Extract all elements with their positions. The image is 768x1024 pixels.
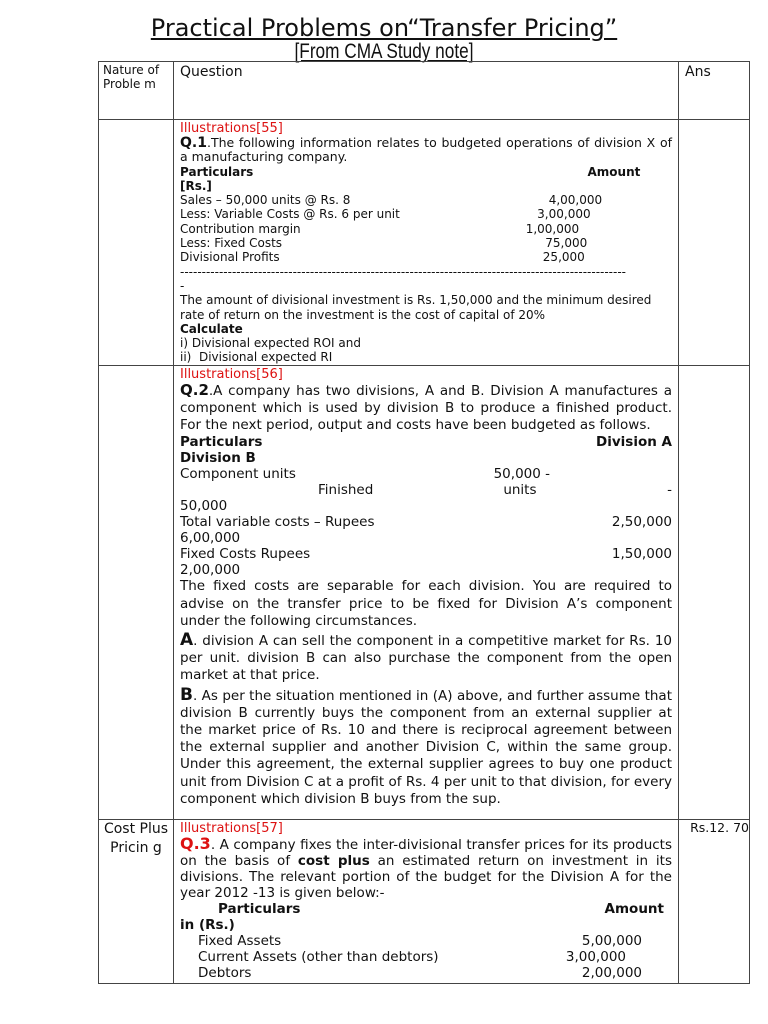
table-row-q3 bbox=[99, 819, 750, 983]
illustration-label: Illustrations[56] bbox=[180, 366, 283, 382]
q2-fixed-row: Fixed Costs Rupees 1,50,000 bbox=[180, 546, 672, 563]
q1-line: The amount of divisional investment is Rs. 1,50,000 and the minimum desired bbox=[180, 293, 652, 308]
q2-fixed-b: 2,00,000 bbox=[180, 562, 241, 579]
question-cell-q1 bbox=[174, 120, 679, 366]
table-header-row bbox=[99, 62, 750, 120]
problems-table bbox=[98, 61, 750, 984]
ans-cell-q3: Rs.12. 70 bbox=[679, 819, 750, 983]
table-row-q1 bbox=[99, 120, 750, 366]
header-nature: Nature of Proble m bbox=[99, 62, 174, 120]
question-cell-q3 bbox=[174, 819, 679, 983]
q3-intro: Q.3. A company fixes the inter-divisional transfer prices for its products on the basis of cost plus an estimated return on investment in its divisions. The relevant portion of the budget for the Division A for the year 2012 -13 is given below:- bbox=[180, 833, 672, 901]
q1-line: ii) Divisional expected RI bbox=[180, 350, 333, 365]
header-question: Question bbox=[174, 62, 679, 120]
nature-cell-q3: Cost Plus Pricin g bbox=[99, 819, 174, 983]
q1-line: Divisional Profits 25,000 bbox=[180, 250, 585, 265]
page-title: Practical Problems on“Transfer Pricing” bbox=[150, 14, 618, 42]
q1-line: Contribution margin 1,00,000 bbox=[180, 221, 580, 236]
q2-division-b: Division B bbox=[180, 450, 256, 467]
q1-line: ------------------------------------------------------------------------------------------------------- bbox=[180, 264, 626, 279]
q2-particulars-row: Particulars Division A bbox=[180, 434, 672, 451]
q1-line: - bbox=[180, 278, 185, 293]
q3-fixed-assets-row: Fixed Assets 5,00,000 bbox=[198, 932, 642, 949]
question-cell-q2 bbox=[174, 365, 679, 819]
q1-line: Less: Fixed Costs 75,000 bbox=[180, 236, 588, 251]
page-subtitle: [From CMA Study note] bbox=[294, 40, 474, 63]
q1-line: [Rs.] bbox=[180, 178, 212, 193]
table-row-q2 bbox=[99, 365, 750, 819]
q1-line: rate of return on the investment is the cost of capital of 20% bbox=[180, 307, 546, 322]
nature-cell-q1 bbox=[99, 120, 174, 366]
q3-in-rs: in (Rs.) bbox=[180, 916, 235, 933]
q2-tvc-b: 6,00,000 bbox=[180, 530, 241, 547]
q1-line: Calculate bbox=[180, 321, 243, 336]
q2-paragraph: The fixed costs are separable for each division. You are required to advise on the transfer price to be fixed for Division A’s component under the following circumstances. bbox=[180, 578, 672, 629]
q3-particulars-row: Particulars Amount bbox=[218, 900, 664, 917]
q2-component-row: Component units 50,000 - bbox=[180, 466, 550, 483]
ans-cell-q2 bbox=[679, 365, 750, 819]
q2-finished-row: Finished units - bbox=[318, 482, 672, 499]
header-ans: Ans bbox=[679, 62, 750, 120]
q1-line: i) Divisional expected ROI and bbox=[180, 336, 361, 351]
illustration-label: Illustrations[55] bbox=[180, 121, 283, 136]
q2-case-a: A. division A can sell the component in a competitive market for Rs. 10 per unit. division B can also purchase the component from the open market at that price. bbox=[180, 629, 672, 684]
q1-line: Sales – 50,000 units @ Rs. 8 4,00,000 bbox=[180, 193, 603, 208]
q2-case-b: B. As per the situation mentioned in (A) above, and further assume that division B currently buys the component from an external supplier at the market price of Rs. 10 and there is reciprocal agreement between the external supplier and another Division C, within the same group. Under this agreement, the external supplier agrees to buy one product unit from Division C at a profit of Rs. 4 per unit to that division, for every component which division B buys from the sup. bbox=[180, 684, 672, 807]
q2-tvc-row: Total variable costs – Rupees 2,50,000 bbox=[180, 514, 672, 531]
q1-lines bbox=[180, 165, 672, 365]
q1-intro: Q.1.The following information relates to budgeted operations of division X of a manufacturing company. bbox=[180, 135, 672, 165]
nature-cell-q2 bbox=[99, 365, 174, 819]
ans-cell-q1 bbox=[679, 120, 750, 366]
q3-debtors-row: Debtors 2,00,000 bbox=[198, 964, 642, 981]
q3-current-assets-row: Current Assets (other than debtors) 3,00,000 bbox=[198, 948, 626, 965]
q1-line: Particulars Amount bbox=[180, 164, 641, 179]
q2-intro: Q.2.A company has two divisions, A and B. Division A manufactures a component which is used by division B to produce a finished product. For the next period, output and costs have been budgeted as follows. bbox=[180, 380, 672, 434]
illustration-label: Illustrations[57] bbox=[180, 820, 283, 836]
q1-line: Less: Variable Costs @ Rs. 6 per unit 3,00,000 bbox=[180, 207, 591, 222]
q2-finished-val: 50,000 bbox=[180, 498, 228, 515]
